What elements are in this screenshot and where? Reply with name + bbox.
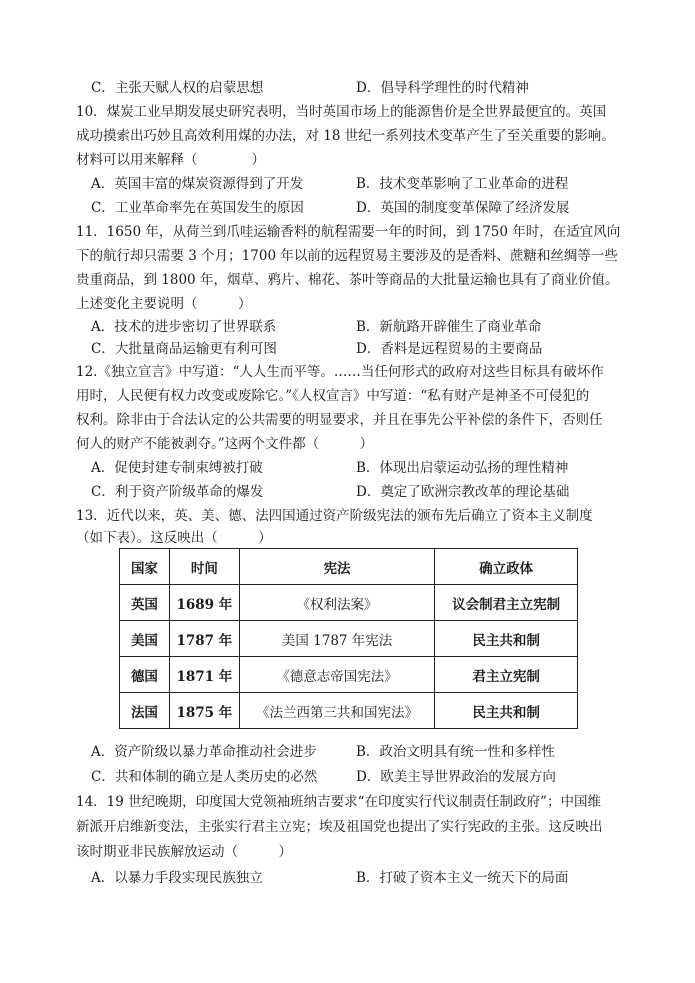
q11-stem-line-4: 上述变化主要说明（ ） bbox=[76, 296, 252, 312]
constitution-table bbox=[119, 548, 578, 729]
q14-stem-line-1: 14．19 世纪晚期，印度国大党领袖班纳吉要求“在印度实行代议制责任制政府”；中国维 bbox=[76, 794, 601, 810]
table-row bbox=[120, 621, 578, 657]
q10-option-a: A．英国丰富的煤炭资源得到了开发 bbox=[91, 176, 304, 192]
q14-option-b: B．打破了资本主义一统天下的局面 bbox=[356, 870, 569, 886]
q10-option-b: B．技术变革影响了工业革命的进程 bbox=[356, 176, 569, 192]
table-row bbox=[120, 693, 578, 729]
q12-stem-line-4: 何人的财产不能被剥夺。”这两个文件都（ ） bbox=[76, 436, 374, 452]
q12-option-a: A．促使封建专制束缚被打破 bbox=[91, 460, 263, 476]
cell-year: 1689 年 bbox=[169, 585, 239, 621]
q13-option-a: A．资产阶级以暴力革命推动社会进步 bbox=[91, 744, 317, 760]
cell-country: 法国 bbox=[120, 693, 170, 729]
q10-stem-line-3: 材料可以用来解释（ ） bbox=[76, 152, 265, 168]
cell-polity: 民主共和制 bbox=[435, 693, 578, 729]
cell-polity: 君主立宪制 bbox=[435, 657, 578, 693]
cell-constitution: 《法兰西第三共和国宪法》 bbox=[239, 693, 435, 729]
q12-option-b: B．体现出启蒙运动弘扬的理性精神 bbox=[356, 460, 569, 476]
header-country: 国家 bbox=[120, 549, 170, 585]
q14-stem-line-2: 新派开启维新变法，主张实行君主立宪；埃及祖国党也提出了实行宪政的主张。这反映出 bbox=[76, 819, 603, 835]
q13-option-d: D．欧美主导世界政治的发展方向 bbox=[356, 769, 556, 785]
table-row bbox=[120, 585, 578, 621]
table-header-row bbox=[120, 549, 578, 585]
q11-stem-line-3: 贵重商品，到 1800 年，烟草、鸦片、棉花、茶叶等商品的大批量运输也具有了商业价值。 bbox=[76, 272, 619, 288]
q13-option-b: B．政治文明具有统一性和多样性 bbox=[356, 744, 555, 760]
q13-stem-line-1: 13．近代以来，英、美、德、法四国通过资产阶级宪法的颁布先后确立了资本主义制度 bbox=[76, 508, 593, 524]
q12-stem-line-1: 12.《独立宣言》中写道：“人人生而平等。……当任何形式的政府对这些目标具有破坏作 bbox=[76, 364, 604, 380]
cell-year: 1875 年 bbox=[169, 693, 239, 729]
header-time: 时间 bbox=[169, 549, 239, 585]
q12-option-c: C．利于资产阶级革命的爆发 bbox=[91, 484, 264, 500]
cell-year: 1787 年 bbox=[169, 621, 239, 657]
header-constitution: 宪法 bbox=[239, 549, 435, 585]
cell-country: 美国 bbox=[120, 621, 170, 657]
cell-constitution: 《权利法案》 bbox=[239, 585, 435, 621]
q11-option-d: D．香料是远程贸易的主要商品 bbox=[356, 341, 543, 357]
cell-polity: 议会制君主立宪制 bbox=[435, 585, 578, 621]
q10-option-d: D．英国的制度变革保障了经济发展 bbox=[356, 200, 570, 216]
q14-stem-line-3: 该时期亚非民族解放运动（ ） bbox=[76, 844, 292, 860]
q10-stem-line-1: 10．煤炭工业早期发展史研究表明，当时英国市场上的能源售价是全世界最便宜的。英国 bbox=[76, 104, 607, 120]
cell-year: 1871 年 bbox=[169, 657, 239, 693]
q13-option-c: C．共和体制的确立是人类历史的必然 bbox=[91, 769, 318, 785]
q11-option-a: A．技术的进步密切了世界联系 bbox=[91, 319, 277, 335]
q9-option-d: D．倡导科学理性的时代精神 bbox=[356, 80, 529, 96]
q9-option-c: C．主张天赋人权的启蒙思想 bbox=[91, 80, 264, 96]
cell-country: 德国 bbox=[120, 657, 170, 693]
q10-option-c: C．工业革命率先在英国发生的原因 bbox=[91, 200, 304, 216]
q11-stem-line-1: 11．1650 年，从荷兰到爪哇运输香料的航程需要一年的时间，到 1750 年时，在适宜风向 bbox=[76, 224, 621, 240]
q11-option-b: B．新航路开辟催生了商业革命 bbox=[356, 319, 542, 335]
cell-polity: 民主共和制 bbox=[435, 621, 578, 657]
q11-stem-line-2: 下的航行却只需要 3 个月；1700 年以前的远程贸易主要涉及的是香料、蔗糖和丝绸等一些 bbox=[76, 248, 618, 264]
q12-stem-line-3: 权利。除非由于合法认定的公共需要的明显要求，并且在事先公平补偿的条件下，否则任 bbox=[76, 412, 603, 428]
cell-country: 英国 bbox=[120, 585, 170, 621]
q12-stem-line-2: 用时，人民便有权力改变或废除它。”《人权宣言》中写道：“私有财产是神圣不可侵犯的 bbox=[76, 388, 590, 404]
q14-option-a: A．以暴力手段实现民族独立 bbox=[91, 870, 263, 886]
table-row bbox=[120, 657, 578, 693]
q12-option-d: D．奠定了欧洲宗教改革的理论基础 bbox=[356, 484, 570, 500]
header-polity: 确立政体 bbox=[435, 549, 578, 585]
q11-option-c: C．大批量商品运输更有利可图 bbox=[91, 341, 277, 357]
q13-stem-line-2: （如下表）。这反映出（ ） bbox=[76, 530, 272, 546]
q10-stem-line-2: 成功摸索出巧妙且高效利用煤的办法，对 18 世纪一系列技术变革产生了至关重要的影响。 bbox=[76, 128, 615, 144]
cell-constitution: 《德意志帝国宪法》 bbox=[239, 657, 435, 693]
cell-constitution: 美国 1787 年宪法 bbox=[239, 621, 435, 657]
